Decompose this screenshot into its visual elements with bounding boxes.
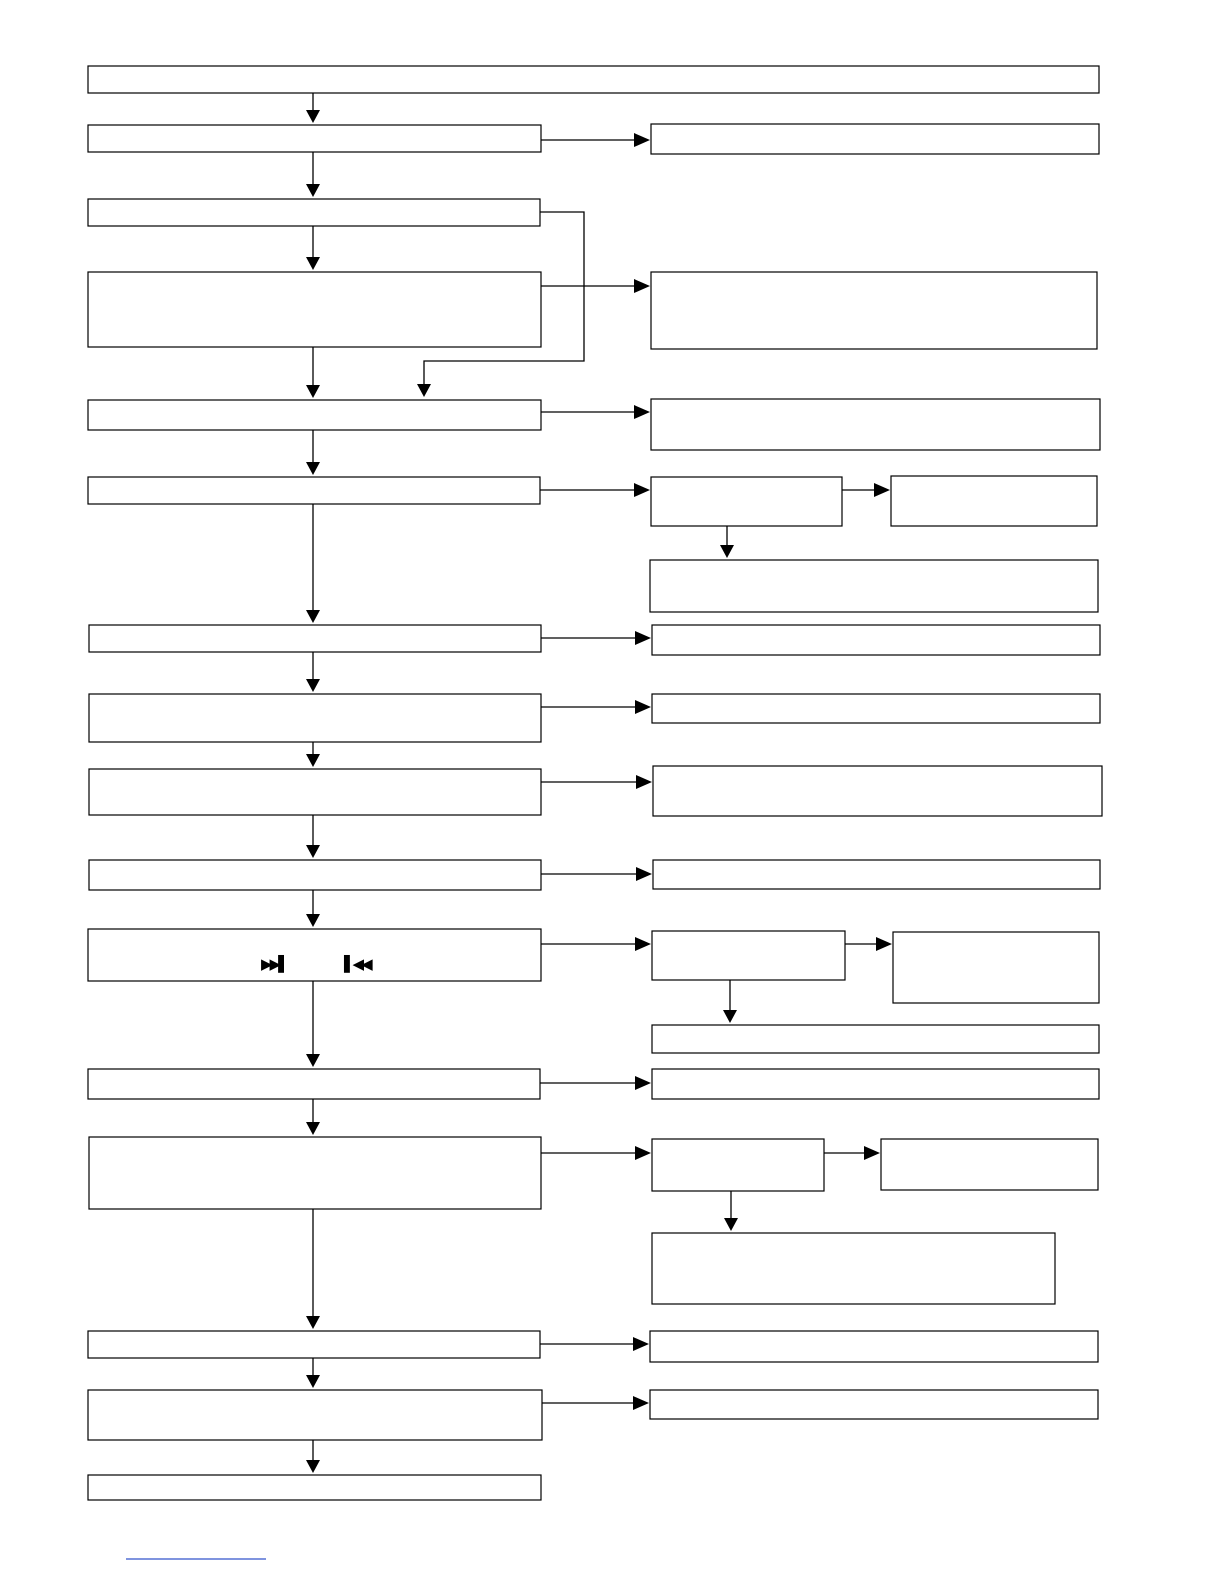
flow-box-main-10 (88, 929, 541, 981)
flow-box-right-9b (893, 932, 1099, 1003)
flow-box-main-6 (89, 625, 541, 652)
flow-box-main-12 (89, 1137, 541, 1209)
flow-box-right-6 (652, 694, 1100, 723)
flow-box-right-4c (650, 560, 1098, 612)
next-track-icon: ▶▶▌ (261, 955, 287, 973)
flow-box-right-11b (881, 1139, 1098, 1190)
flow-box-right-11a (652, 1139, 824, 1191)
flow-box-main-9 (89, 860, 541, 890)
flow-box-right-9c (652, 1025, 1099, 1053)
flow-box-right-13 (650, 1390, 1098, 1419)
flow-box-main-11 (88, 1069, 540, 1099)
flow-box-main-3 (88, 272, 541, 347)
flow-box-main-4 (88, 400, 541, 430)
flow-box-right-8 (653, 860, 1100, 889)
flow-box-right-10 (652, 1069, 1099, 1099)
flow-box-main-2 (88, 199, 540, 226)
flow-box-right-4b (891, 476, 1097, 526)
previous-track-icon: ▌◀◀ (344, 955, 370, 973)
flow-box-right-11c (652, 1233, 1055, 1304)
flow-box-right-5 (652, 625, 1100, 655)
flow-box-right-3 (651, 399, 1100, 450)
flow-box-right-1 (651, 124, 1099, 154)
flow-box-top-wide (88, 66, 1099, 93)
flow-box-main-8 (89, 769, 541, 815)
flow-box-main-5 (88, 477, 540, 504)
flow-box-main-7 (89, 694, 541, 742)
flow-box-main-13 (88, 1331, 540, 1358)
flow-box-right-7 (653, 766, 1102, 816)
flow-box-main-14 (88, 1390, 542, 1440)
flow-box-right-2 (651, 272, 1097, 349)
flow-box-main-15 (88, 1475, 541, 1500)
flow-box-right-12 (650, 1331, 1098, 1362)
flow-box-right-4a (651, 477, 842, 526)
flow-box-main-1 (88, 125, 541, 152)
flow-box-right-9a (652, 931, 845, 980)
